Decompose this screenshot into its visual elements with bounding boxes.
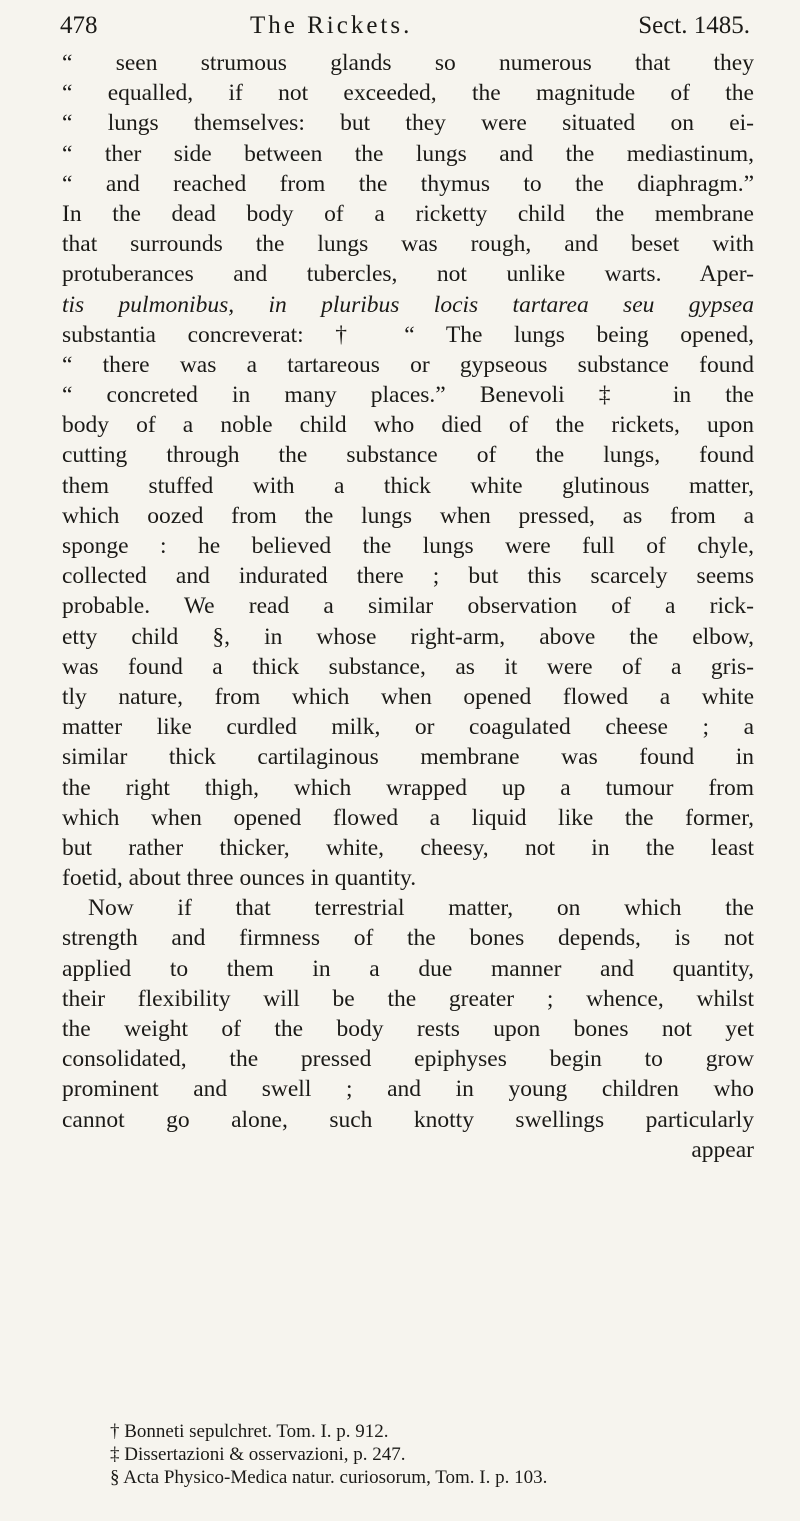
footnotes bbox=[110, 1420, 770, 1489]
page-number: 478 bbox=[60, 12, 98, 39]
text-line: consolidated, the pressed epiphyses begin to grow bbox=[62, 1046, 754, 1073]
text-line: “ equalled, if not exceeded, the magnitude of the bbox=[62, 80, 754, 107]
text-line: cannot go alone, such knotty swellings particularly bbox=[62, 1106, 754, 1133]
text-line: substantia concreverat: † “ The lungs being opened, bbox=[62, 321, 754, 348]
text-line: protuberances and tubercles, not unlike warts. Aper- bbox=[62, 261, 754, 288]
text-line: cutting through the substance of the lungs, found bbox=[62, 442, 754, 469]
text-line: body of a noble child who died of the rickets, upon bbox=[62, 412, 754, 439]
text-line: was found a thick substance, as it were of a gris- bbox=[62, 653, 754, 680]
footnote: § Acta Physico-Medica natur. curiosorum, Tom. I. p. 103. bbox=[110, 1467, 548, 1488]
text-line: which oozed from the lungs when pressed, as from a bbox=[62, 502, 754, 529]
text-line: “ and reached from the thymus to the diaphragm.” bbox=[62, 170, 754, 197]
text-line: sponge : he believed the lungs were full of chyle, bbox=[62, 533, 754, 559]
text-line: “ concreted in many places.” Benevoli ‡ in the bbox=[62, 382, 754, 409]
footnote: ‡ Dissertazioni & osservazioni, p. 247. bbox=[110, 1444, 406, 1465]
text-line: their flexibility will be the greater ; whence, whilst bbox=[62, 985, 754, 1012]
text-line: them stuffed with a thick white glutinous matter, bbox=[62, 472, 754, 499]
text-line: prominent and swell ; and in young children who bbox=[62, 1076, 754, 1103]
text-line: tly nature, from which when opened flowed a white bbox=[62, 683, 754, 710]
running-title: The Rickets. bbox=[250, 12, 413, 39]
text-line: “ seen strumous glands so numerous that they bbox=[62, 50, 754, 76]
text-line: the right thigh, which wrapped up a tumour from bbox=[62, 774, 754, 801]
text-line: but rather thicker, white, cheesy, not in the least bbox=[62, 834, 754, 861]
text-line: “ lungs themselves: but they were situated on ei- bbox=[62, 110, 754, 137]
text-line: foetid, about three ounces in quantity. bbox=[62, 865, 417, 892]
text-line: “ ther side between the lungs and the mediastinum, bbox=[62, 140, 754, 167]
text-line: tis pulmonibus, in pluribus locis tartarea seu gypsea bbox=[62, 291, 754, 318]
text-line: applied to them in a due manner and quantity, bbox=[62, 955, 754, 982]
text-line: which when opened flowed a liquid like the former, bbox=[62, 804, 754, 831]
section-number: Sect. 1485. bbox=[638, 12, 750, 39]
text-line: probable. We read a similar observation of a rick- bbox=[62, 593, 754, 620]
body-text bbox=[62, 48, 754, 1165]
text-line: “ there was a tartareous or gypseous substance found bbox=[62, 351, 754, 378]
text-line: Now if that terrestrial matter, on which the bbox=[88, 895, 754, 922]
text-line: etty child §, in whose right-arm, above the elbow, bbox=[62, 623, 754, 650]
text-line: similar thick cartilaginous membrane was found in bbox=[62, 744, 754, 771]
text-line: matter like curdled milk, or coagulated cheese ; a bbox=[62, 714, 754, 741]
text-line: strength and firmness of the bones depends, is not bbox=[62, 925, 754, 952]
page-header bbox=[60, 8, 750, 48]
text-line: In the dead body of a ricketty child the membrane bbox=[62, 200, 754, 227]
text-line: the weight of the body rests upon bones not yet bbox=[62, 1016, 754, 1042]
footnote: † Bonneti sepulchret. Tom. I. p. 912. bbox=[110, 1421, 389, 1442]
text-line: that surrounds the lungs was rough, and beset with bbox=[62, 231, 754, 258]
catchword: appear bbox=[691, 1136, 754, 1163]
text-line: collected and indurated there ; but this scarcely seems bbox=[62, 563, 754, 590]
